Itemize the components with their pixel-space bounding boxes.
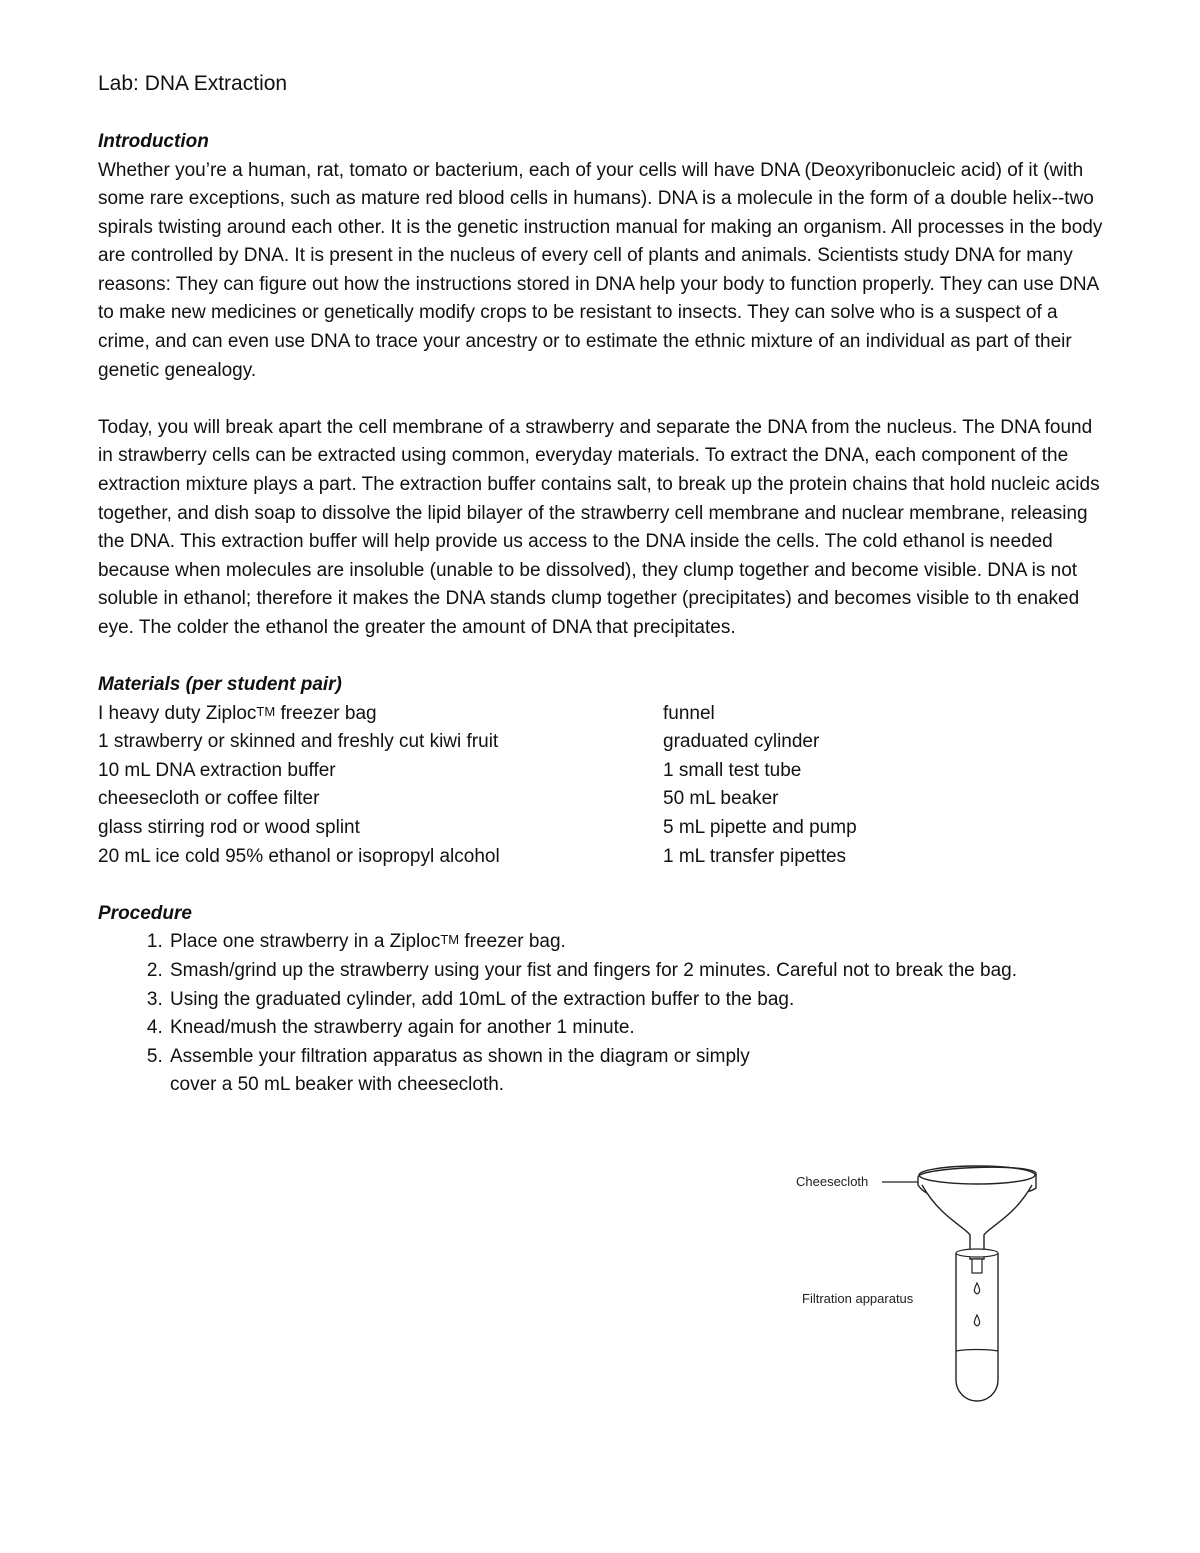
procedure-step: 2. Smash/grind up the strawberry using your fist and fingers for 2 minutes. Careful not to break the bag. (168, 957, 1108, 986)
material-item: 1 strawberry or skinned and freshly cut kiwi fruit (98, 731, 499, 753)
test-tube (956, 1253, 998, 1401)
procedure-step: 5. Assemble your filtration apparatus as shown in the diagram or simply cover a 50 mL beaker with cheesecloth. (168, 1043, 780, 1100)
procedure-steps (98, 928, 1108, 1100)
procedure-step: 1. Place one strawberry in a Ziploc™ freezer bag. (168, 928, 1108, 957)
cheesecloth-label: Cheesecloth (796, 1174, 869, 1189)
material-item: glass stirring rod or wood splint (98, 817, 360, 839)
procedure-section (98, 900, 1108, 1100)
material-item: 10 mL DNA extraction buffer (98, 759, 336, 781)
introduction-paragraph-2: Today, you will break apart the cell membrane of a strawberry and separate the DNA from the nucleus. The DNA found in strawberry cells can be extracted using common, everyday materials. To extract the DNA, each component of the extraction mixture plays a part. The extraction buffer contains salt, to break up the protein chains that hold nucleic acids together, and dish soap to dissolve the lipid bilayer of the strawberry cell membrane and nuclear membrane, releasing the DNA. This extraction buffer will help provide us access to the DNA inside the cells. The cold ethanol is needed because when molecules are insoluble (unable to be dissolved), they clump together and become visible. DNA is not soluble in ethanol; therefore it makes the DNA stands clump together (precipitates) and becomes visible to th enaked eye. The colder the ethanol the greater the amount of DNA that precipitates. (98, 416, 1100, 638)
procedure-step: 3. Using the graduated cylinder, add 10mL of the extraction buffer to the bag. (168, 986, 1108, 1015)
introduction-paragraph-1: Whether you’re a human, rat, tomato or bacterium, each of your cells will have DNA (Deoxyribonucleic acid) of it (with some rare exceptions, such as mature red blood cells in humans). DNA is a molecule in the form of a double helix--two spirals twisting around each other. It is the genetic instruction manual for making an organism. All processes in the body are controlled by DNA. It is present in the nucleus of every cell of plants and animals. Scientists study DNA for many reasons: They can figure out how the instructions stored in DNA help your body to function properly. They can use DNA to make new medicines or genetically modify crops to be resistant to insects. They can solve who is a suspect of a crime, and can even use DNA to trace your ancestry or to estimate the ethnic mixture of an individual as part of their genetic genealogy. (98, 159, 1103, 381)
materials-section (98, 671, 1108, 871)
material-item: 1 small test tube (663, 759, 802, 781)
material-item: 1 mL transfer pipettes (663, 845, 847, 867)
procedure-step: 4. Knead/mush the strawberry again for another 1 minute. (168, 1014, 1108, 1043)
material-item: 50 mL beaker (663, 788, 779, 810)
procedure-heading: Procedure (98, 902, 192, 924)
filtration-apparatus-diagram (790, 1155, 1050, 1405)
test-tube-mouth (956, 1249, 998, 1257)
funnel-stem (972, 1259, 982, 1273)
introduction-heading: Introduction (98, 131, 209, 152)
material-item: I heavy duty Ziploc™ freezer bag (98, 702, 377, 724)
material-item: 20 mL ice cold 95% ethanol or isopropyl alcohol (98, 845, 500, 867)
funnel-body (922, 1185, 1032, 1259)
document-title: Lab: DNA Extraction (98, 72, 288, 95)
material-item: graduated cylinder (663, 731, 820, 753)
materials-heading: Materials (per student pair) (98, 674, 342, 696)
materials-list (98, 700, 1108, 872)
filtrate-level (956, 1350, 998, 1352)
material-item: 5 mL pipette and pump (663, 817, 857, 839)
material-item: cheesecloth or coffee filter (98, 788, 320, 810)
filtration-apparatus-label: Filtration apparatus (802, 1291, 914, 1306)
droplet-icon (974, 1315, 979, 1326)
material-item: funnel (663, 702, 715, 724)
document-page (98, 68, 1108, 1100)
droplet-icon (974, 1283, 979, 1294)
